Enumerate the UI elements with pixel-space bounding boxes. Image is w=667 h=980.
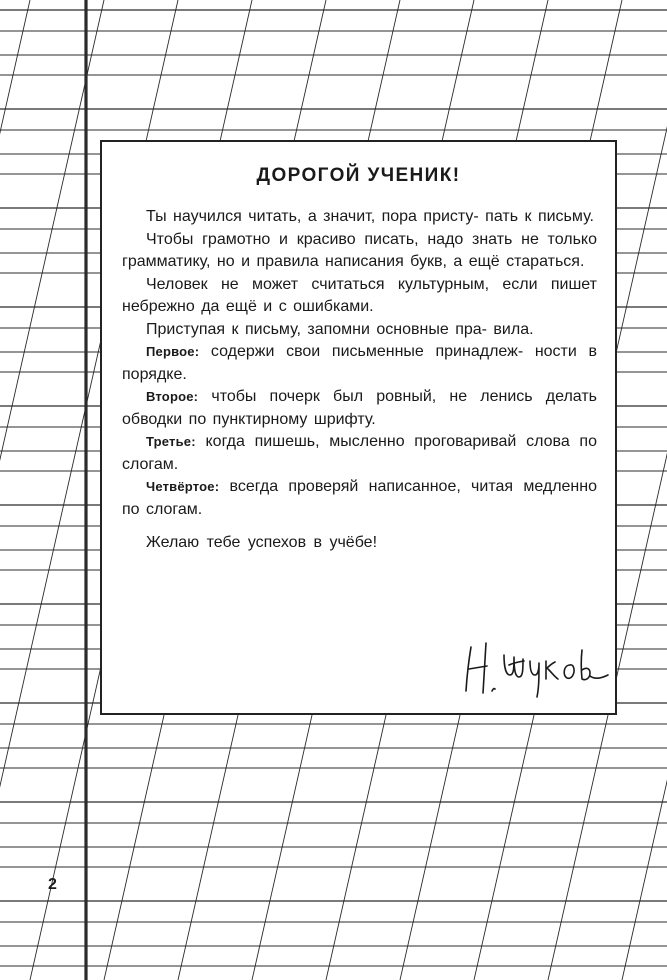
rule-item <box>122 431 597 476</box>
intro-paragraph: Чтобы грамотно и красиво писать, надо знать не только грамматику, но и правила написания букв, а ещё стараться. <box>122 230 597 270</box>
rule-term: Первое: <box>146 344 200 359</box>
rule-term: Четвёртое: <box>146 479 220 494</box>
letter-title: ДОРОГОЙ УЧЕНИК! <box>256 165 461 186</box>
slant-guide-line <box>622 0 667 980</box>
rule-item <box>122 341 597 386</box>
rule-text: чтобы почерк был ровный, не ленись делать обводки по пунктирному шрифту. <box>122 388 597 428</box>
rule-item <box>122 476 597 521</box>
intro-paragraph: Ты научился читать, а значит, пора присту- пать к письму. <box>146 208 594 225</box>
intro-paragraph: Человек не может считаться культурным, если пишет небрежно да ещё и с ошибками. <box>122 275 597 315</box>
handwritten-signature <box>452 625 612 705</box>
slant-guide-line <box>0 0 104 980</box>
rule-item <box>122 386 597 431</box>
slant-guide-line <box>0 0 30 980</box>
closing-wish: Желаю тебе успехов в учёбе! <box>146 534 378 551</box>
rule-term: Третье: <box>146 434 196 449</box>
letter-panel <box>100 140 617 715</box>
rule-text: содержи свои письменные принадлеж- ности в порядке. <box>122 343 597 383</box>
rule-text: когда пишешь, мысленно проговаривай слова по слогам. <box>122 433 597 473</box>
letter-body <box>122 206 597 555</box>
rule-text: всегда проверяй написанное, читая медленно по слогам. <box>122 478 598 518</box>
intro-paragraph: Приступая к письму, запомни основные пра- вила. <box>146 320 534 338</box>
rule-term: Второе: <box>146 389 199 404</box>
page-number: 2 <box>48 876 57 893</box>
